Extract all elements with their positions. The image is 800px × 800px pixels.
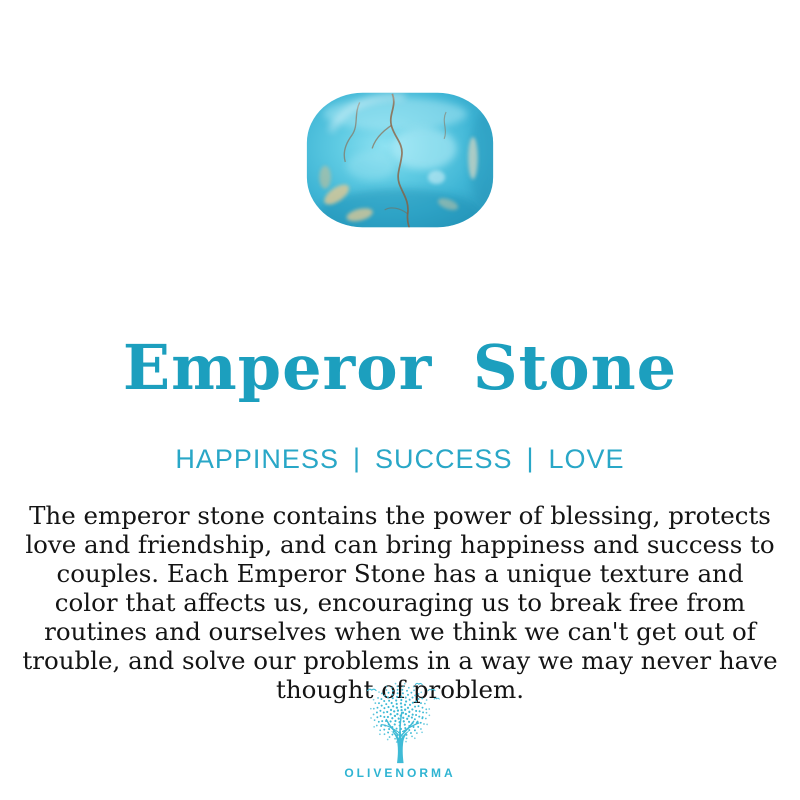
separator-bar: | [526, 443, 535, 473]
trait-love: LOVE [548, 444, 625, 474]
turquoise-stone-photo [304, 88, 496, 232]
product-description: The emperor stone contains the power of blessing, protects love and friendship, and can bring happiness and success to couples. Each Emperor Stone has a unique texture and color that affects us, encouraging us to break free from routines and ourselves when we think we can't get out of trouble, and solve our problems in a way we may never have thought of problem. [22, 501, 778, 704]
separator-bar: | [352, 443, 361, 473]
stone-image [304, 88, 496, 232]
page-title: Emperor Stone [122, 331, 678, 404]
trait-happiness: HAPPINESS [175, 444, 339, 474]
brand-logo [0, 682, 800, 780]
traits-tagline [0, 444, 800, 475]
brand-name: OLIVENORMA [344, 766, 456, 780]
trait-success: SUCCESS [374, 444, 513, 474]
olive-tree-icon [356, 682, 444, 764]
